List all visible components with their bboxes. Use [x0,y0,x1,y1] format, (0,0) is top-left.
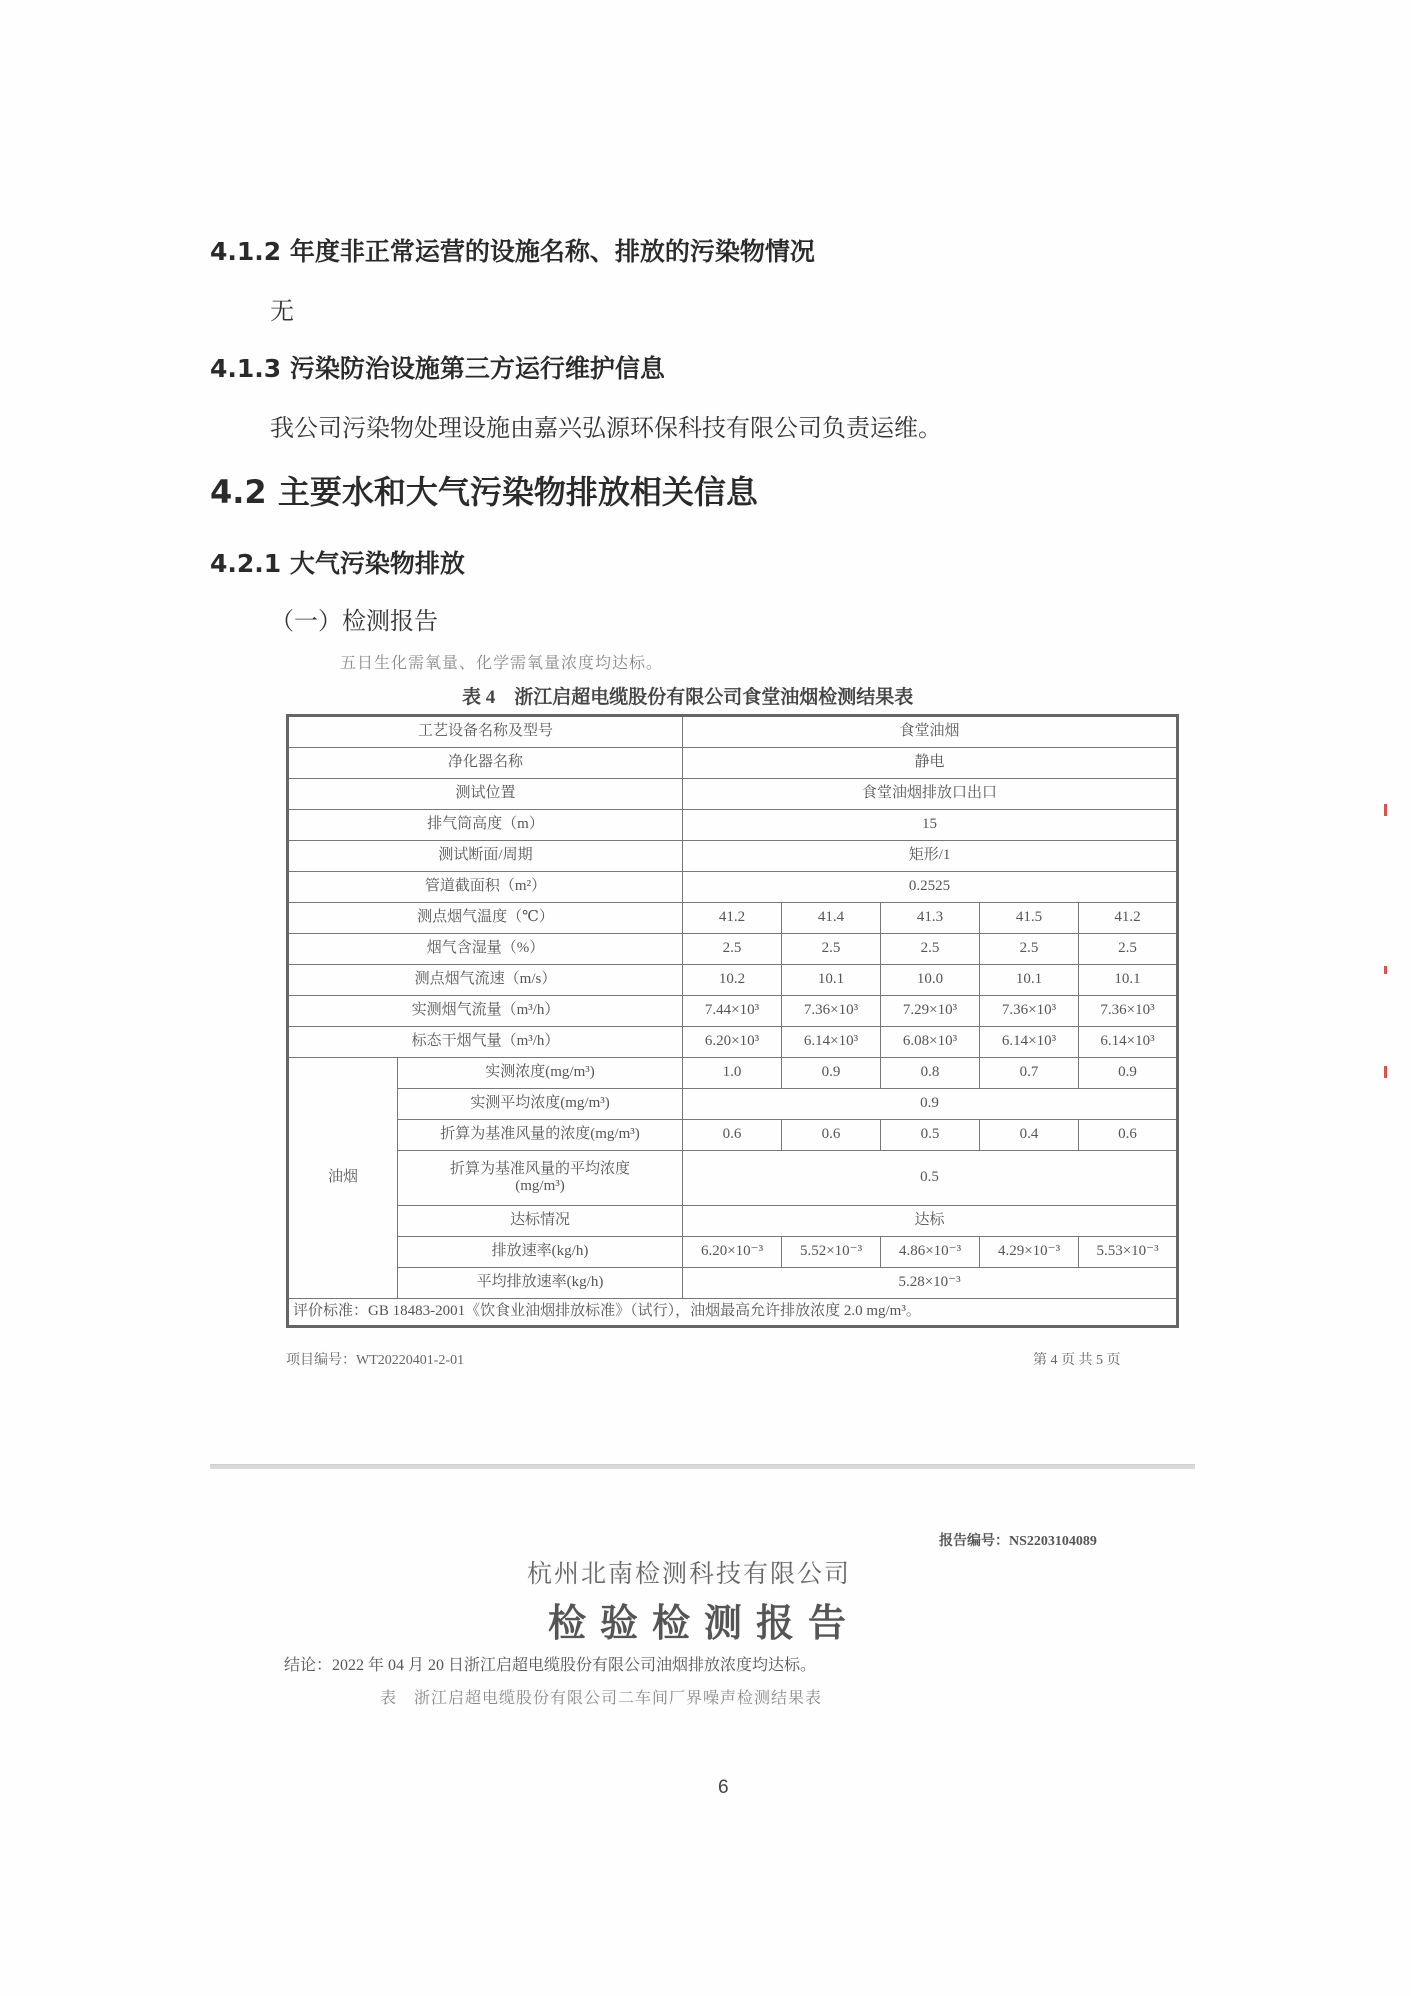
evaluation-standard [288,1299,1178,1327]
row-label [398,1151,683,1206]
row-label: 测点烟气温度（℃） [288,903,683,934]
cell-value: 5.53×10⁻³ [1079,1237,1178,1268]
cell-value: 4.29×10⁻³ [980,1237,1079,1268]
row-label: 烟气含湿量（%） [288,934,683,965]
cell-value: 41.3 [881,903,980,934]
table-row [288,1151,1178,1206]
table-row [288,996,1178,1027]
cell-value: 2.5 [980,934,1079,965]
testing-company-name: 杭州北南检测科技有限公司 [527,1561,852,1588]
cell-value: 5.52×10⁻³ [782,1237,881,1268]
row-label: 测点烟气流速（m/s） [288,965,683,996]
row-label: 管道截面积（m²） [288,872,683,903]
cell-value: 10.1 [782,965,881,996]
table-row [288,748,1178,779]
cut-off-text-bottom: 表 浙江启超电缆股份有限公司二车间厂界噪声检测结果表 [380,1690,823,1707]
cell-value: 6.14×10³ [782,1027,881,1058]
row-label: 实测浓度(mg/m³) [398,1058,683,1089]
cell-value: 10.2 [683,965,782,996]
cell-value: 0.9 [782,1058,881,1089]
row-value: 0.9 [683,1089,1178,1120]
table-row [288,965,1178,996]
table-title: 表 4 浙江启超电缆股份有限公司食堂油烟检测结果表 [462,687,914,708]
report-big-title: 检验检测报告 [548,1603,861,1645]
row-label: 达标情况 [398,1206,683,1237]
cell-value: 2.5 [1079,934,1178,965]
table-row [288,1299,1178,1327]
cell-value: 2.5 [683,934,782,965]
table-row [288,903,1178,934]
scan-separator [210,1464,1195,1469]
row-value: 0.2525 [683,872,1178,903]
cell-value: 0.8 [881,1058,980,1089]
cell-value: 41.5 [980,903,1079,934]
row-value: 静电 [683,748,1178,779]
cell-value: 7.36×10³ [782,996,881,1027]
row-value: 达标 [683,1206,1178,1237]
cell-value: 0.7 [980,1058,1079,1089]
scan-mark [1384,966,1387,974]
row-label-line1: 折算为基准风量的平均浓度 [450,1160,631,1177]
row-value: 食堂油烟 [683,716,1178,748]
report-page-info: 第 4 页 共 5 页 [1033,1353,1121,1368]
table-row [288,716,1178,748]
group-label-oil-fume: 油烟 [288,1058,398,1299]
table-row [288,810,1178,841]
table-row [288,1058,1178,1089]
cell-value: 6.20×10³ [683,1027,782,1058]
cell-value: 6.08×10³ [881,1027,980,1058]
cell-value: 6.14×10³ [1079,1027,1178,1058]
cell-value: 10.0 [881,965,980,996]
section-4-1-3-body: 我公司污染物处理设施由嘉兴弘源环保科技有限公司负责运维。 [270,414,942,442]
row-value: 5.28×10⁻³ [683,1268,1178,1299]
cell-value: 7.44×10³ [683,996,782,1027]
row-label: 净化器名称 [288,748,683,779]
row-label: 实测烟气流量（m³/h） [288,996,683,1027]
cell-value: 6.14×10³ [980,1027,1079,1058]
cell-value: 41.2 [1079,903,1178,934]
row-value: 0.5 [683,1151,1178,1206]
row-label: 折算为基准风量的浓度(mg/m³) [398,1120,683,1151]
cell-value: 6.20×10⁻³ [683,1237,782,1268]
table-row [288,1120,1178,1151]
row-label: 平均排放速率(kg/h) [398,1268,683,1299]
table-row [288,779,1178,810]
cell-value: 0.6 [782,1120,881,1151]
cell-value: 0.9 [1079,1058,1178,1089]
page-number: 6 [718,1777,729,1798]
heading-4-2-1: 4.2.1 大气污染物排放 [210,549,465,578]
evaluation-text: 评价标准：GB 18483-2001《饮食业油烟排放标准》（试行），油烟最高允许排放浓度 2.0 mg/m³。 [293,1303,921,1320]
row-label: 标态干烟气量（m³/h） [288,1027,683,1058]
scan-mark [1384,1066,1387,1078]
cell-value: 41.4 [782,903,881,934]
row-value: 食堂油烟排放口出口 [683,779,1178,810]
row-value: 矩形/1 [683,841,1178,872]
heading-4-1-2: 4.1.2 年度非正常运营的设施名称、排放的污染物情况 [210,237,815,266]
table-row [288,841,1178,872]
cell-value: 0.6 [1079,1120,1178,1151]
heading-4-2: 4.2 主要水和大气污染物排放相关信息 [210,473,758,511]
cell-value: 10.1 [1079,965,1178,996]
table-row [288,1237,1178,1268]
row-label: 排放速率(kg/h) [398,1237,683,1268]
report-number: 报告编号：NS2203104089 [939,1534,1097,1549]
table-row [288,872,1178,903]
cell-value: 7.36×10³ [1079,996,1178,1027]
row-label: 测试断面/周期 [288,841,683,872]
cell-value: 4.86×10⁻³ [881,1237,980,1268]
table-row [288,1268,1178,1299]
cut-off-text-top: 五日生化需氧量、化学需氧量浓度均达标。 [340,655,664,672]
table-row [288,1206,1178,1237]
cell-value: 2.5 [782,934,881,965]
cell-value: 2.5 [881,934,980,965]
cell-value: 7.29×10³ [881,996,980,1027]
table-row [288,1027,1178,1058]
cell-value: 10.1 [980,965,1079,996]
sub-heading-test-report: （一）检测报告 [270,607,438,635]
cell-value: 0.4 [980,1120,1079,1151]
row-label: 工艺设备名称及型号 [288,716,683,748]
cell-value: 7.36×10³ [980,996,1079,1027]
row-value: 15 [683,810,1178,841]
report-conclusion: 结论：2022 年 04 月 20 日浙江启超电缆股份有限公司油烟排放浓度均达标。 [284,1657,817,1674]
cell-value: 0.5 [881,1120,980,1151]
heading-4-1-3: 4.1.3 污染防治设施第三方运行维护信息 [210,354,665,383]
cell-value: 0.6 [683,1120,782,1151]
row-label: 实测平均浓度(mg/m³) [398,1089,683,1120]
cell-value: 1.0 [683,1058,782,1089]
row-label-line2: (mg/m³) [515,1178,565,1194]
scan-mark [1384,804,1387,816]
cell-value: 41.2 [683,903,782,934]
oil-fume-results-table [286,714,1179,1328]
table-row [288,934,1178,965]
table-row [288,1089,1178,1120]
project-number: 项目编号：WT20220401-2-01 [286,1353,465,1368]
row-label: 排气筒高度（m） [288,810,683,841]
section-4-1-2-body: 无 [270,297,294,325]
row-label: 测试位置 [288,779,683,810]
